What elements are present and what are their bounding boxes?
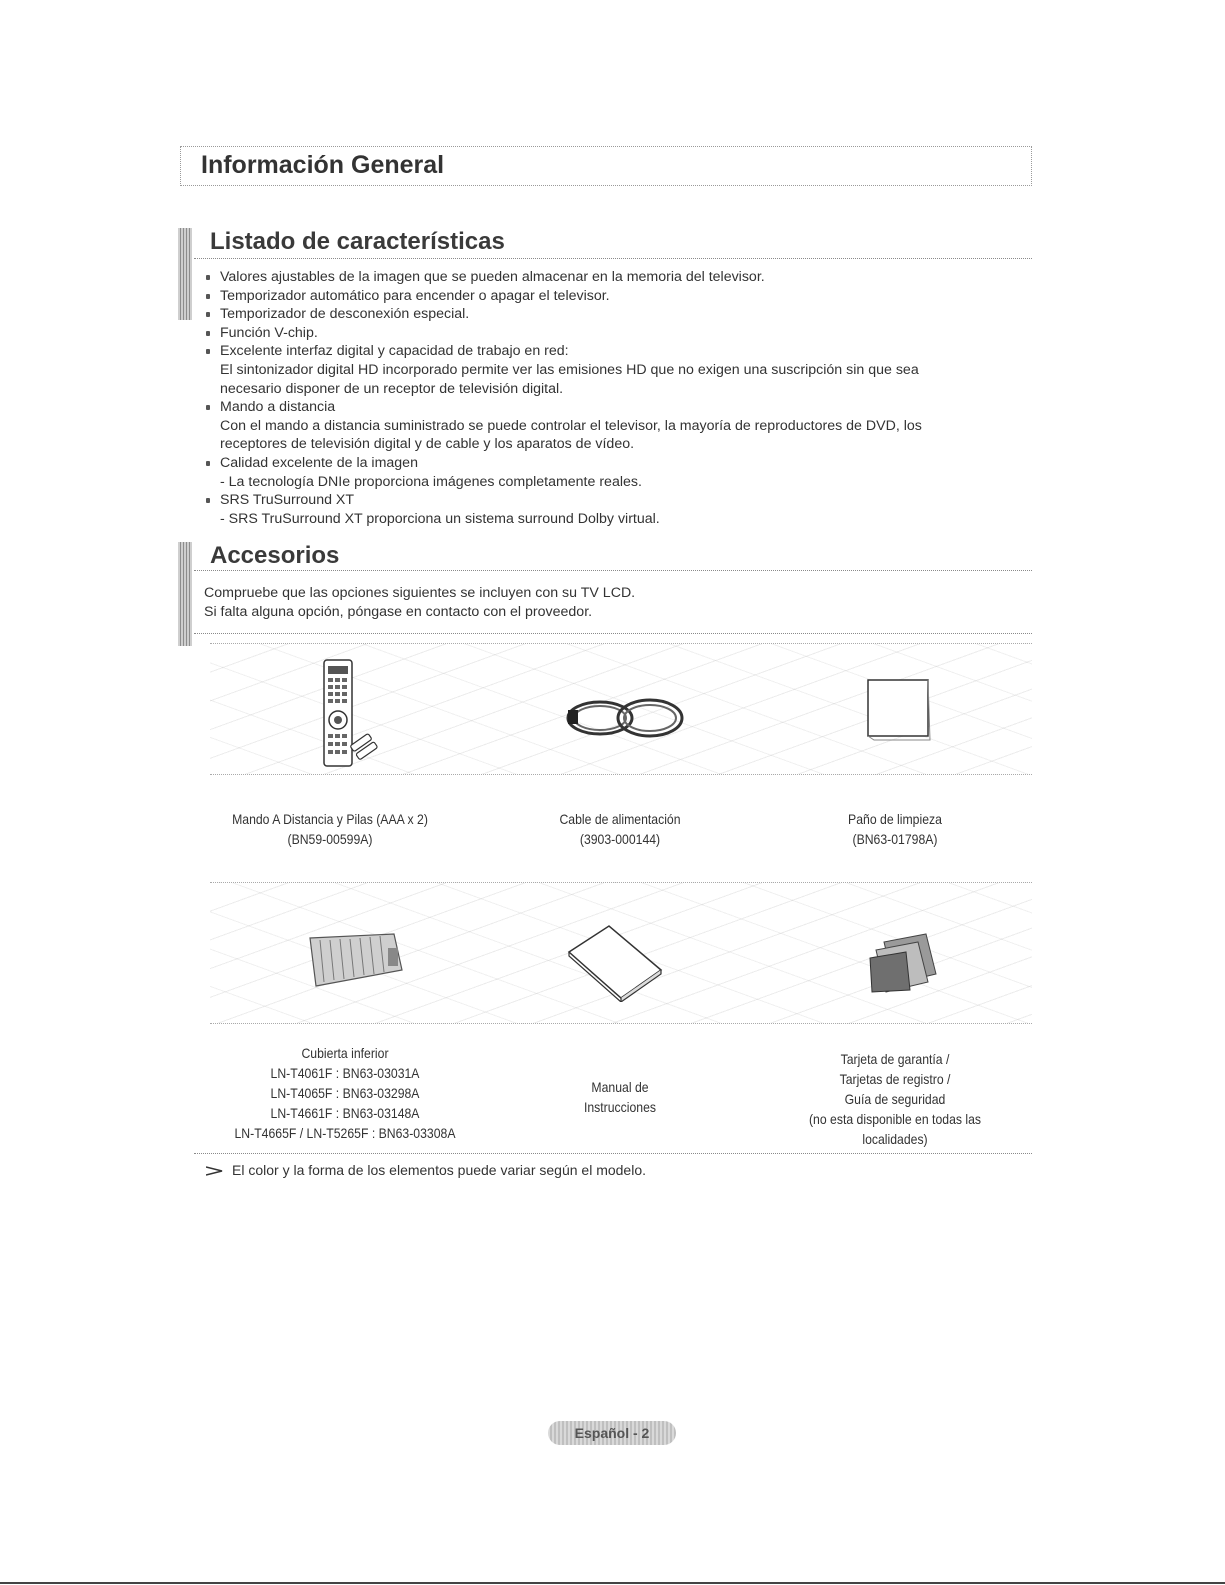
caption-line: (BN63-01798A) bbox=[852, 832, 938, 847]
caption-line: Paño de limpieza bbox=[848, 812, 942, 827]
accessories-note bbox=[206, 1162, 1006, 1178]
caption-line: Cubierta inferior bbox=[301, 1046, 389, 1061]
caption-line: Mando A Distancia y Pilas (AAA x 2) bbox=[232, 812, 428, 827]
accessories-intro-rule bbox=[194, 633, 1032, 634]
cleaning-cloth-caption bbox=[810, 810, 981, 850]
caption-line: LN-T4661F : BN63-03148A bbox=[270, 1106, 420, 1121]
feature-detail: Con el mando a distancia suministrado se puede controlar el televisor, la mayoría de reproductores de DVD, los bbox=[220, 417, 922, 434]
power-cable-caption bbox=[521, 810, 719, 850]
caption-line: localidades) bbox=[862, 1132, 928, 1147]
caption-line: (no esta disponible en todas las bbox=[808, 1112, 982, 1127]
feature-item: Temporizador automático para encender o apagar el televisor. bbox=[202, 287, 1032, 306]
features-list bbox=[202, 268, 1032, 528]
remote-control-icon bbox=[316, 658, 386, 770]
caption-line: LN-T4061F : BN63-03031A bbox=[270, 1066, 420, 1081]
caption-line: Instrucciones bbox=[583, 1100, 657, 1115]
feature-detail: El sintonizador digital HD incorporado permite ver las emisiones HD que no exigen una suscripción sin que sea bbox=[220, 361, 919, 378]
caption-line: LN-T4065F : BN63-03298A bbox=[270, 1086, 420, 1101]
feature-item: Valores ajustables de la imagen que se pueden almacenar en la memoria del televisor. bbox=[202, 268, 1032, 287]
page-title: Información General bbox=[201, 151, 445, 179]
remote-caption bbox=[213, 810, 447, 850]
feature-detail: necesario disponer de un receptor de televisión digital. bbox=[220, 380, 564, 397]
feature-item: Mando a distancia bbox=[202, 398, 1032, 417]
caption-line: Tarjetas de registro / bbox=[839, 1072, 951, 1087]
features-heading: Listado de características bbox=[210, 228, 505, 255]
manual-caption bbox=[548, 1078, 692, 1118]
feature-item: Temporizador de desconexión especial. bbox=[202, 305, 1032, 324]
bottom-cover-caption bbox=[206, 1044, 485, 1144]
feature-item: SRS TruSurround XT bbox=[202, 491, 1032, 510]
feature-detail: - SRS TruSurround XT proporciona un sistema surround Dolby virtual. bbox=[220, 510, 660, 527]
feature-detail: receptores de televisión digital y de cable y los aparatos de vídeo. bbox=[220, 436, 635, 453]
bottom-cover-icon bbox=[306, 930, 406, 994]
features-rule bbox=[194, 258, 1032, 259]
note-text: El color y la forma de los elementos puede variar según el modelo. bbox=[232, 1162, 646, 1178]
caption-line: Tarjeta de garantía / bbox=[840, 1052, 950, 1067]
accessories-heading: Accesorios bbox=[210, 542, 340, 569]
feature-item: Excelente interfaz digital y capacidad de trabajo en red: bbox=[202, 342, 1032, 361]
page-header bbox=[180, 146, 1032, 186]
accessories-intro-line: Si falta alguna opción, póngase en contacto con el proveedor. bbox=[204, 604, 593, 620]
accessories-section-bar bbox=[178, 542, 192, 646]
caption-line: Cable de alimentación bbox=[559, 812, 681, 827]
cleaning-cloth-icon bbox=[864, 676, 934, 742]
caption-line: (3903-000144) bbox=[579, 832, 661, 847]
caption-line: Guía de seguridad bbox=[844, 1092, 946, 1107]
accessories-rule bbox=[194, 570, 1032, 571]
feature-item: Función V-chip. bbox=[202, 324, 1032, 343]
page-bottom-edge bbox=[0, 1582, 1225, 1584]
page-number-badge: Español - 2 bbox=[548, 1421, 676, 1445]
manual-book-icon bbox=[565, 922, 665, 1002]
power-cable-icon bbox=[560, 690, 690, 746]
accessories-bottom-rule bbox=[194, 1153, 1032, 1154]
warranty-caption bbox=[783, 1050, 1008, 1150]
features-section-bar bbox=[178, 228, 192, 320]
accessories-intro bbox=[204, 584, 1024, 622]
feature-item: Calidad excelente de la imagen bbox=[202, 454, 1032, 473]
caption-line: (BN59-00599A) bbox=[287, 832, 373, 847]
caption-line: LN-T4665F / LN-T5265F : BN63-03308A bbox=[234, 1126, 456, 1141]
caption-line: Manual de bbox=[591, 1080, 649, 1095]
feature-detail: - La tecnología DNIe proporciona imágenes completamente reales. bbox=[220, 473, 642, 490]
accessories-intro-line: Compruebe que las opciones siguientes se incluyen con su TV LCD. bbox=[204, 585, 636, 601]
warranty-cards-icon bbox=[866, 932, 942, 994]
note-arrow-icon bbox=[206, 1166, 224, 1176]
